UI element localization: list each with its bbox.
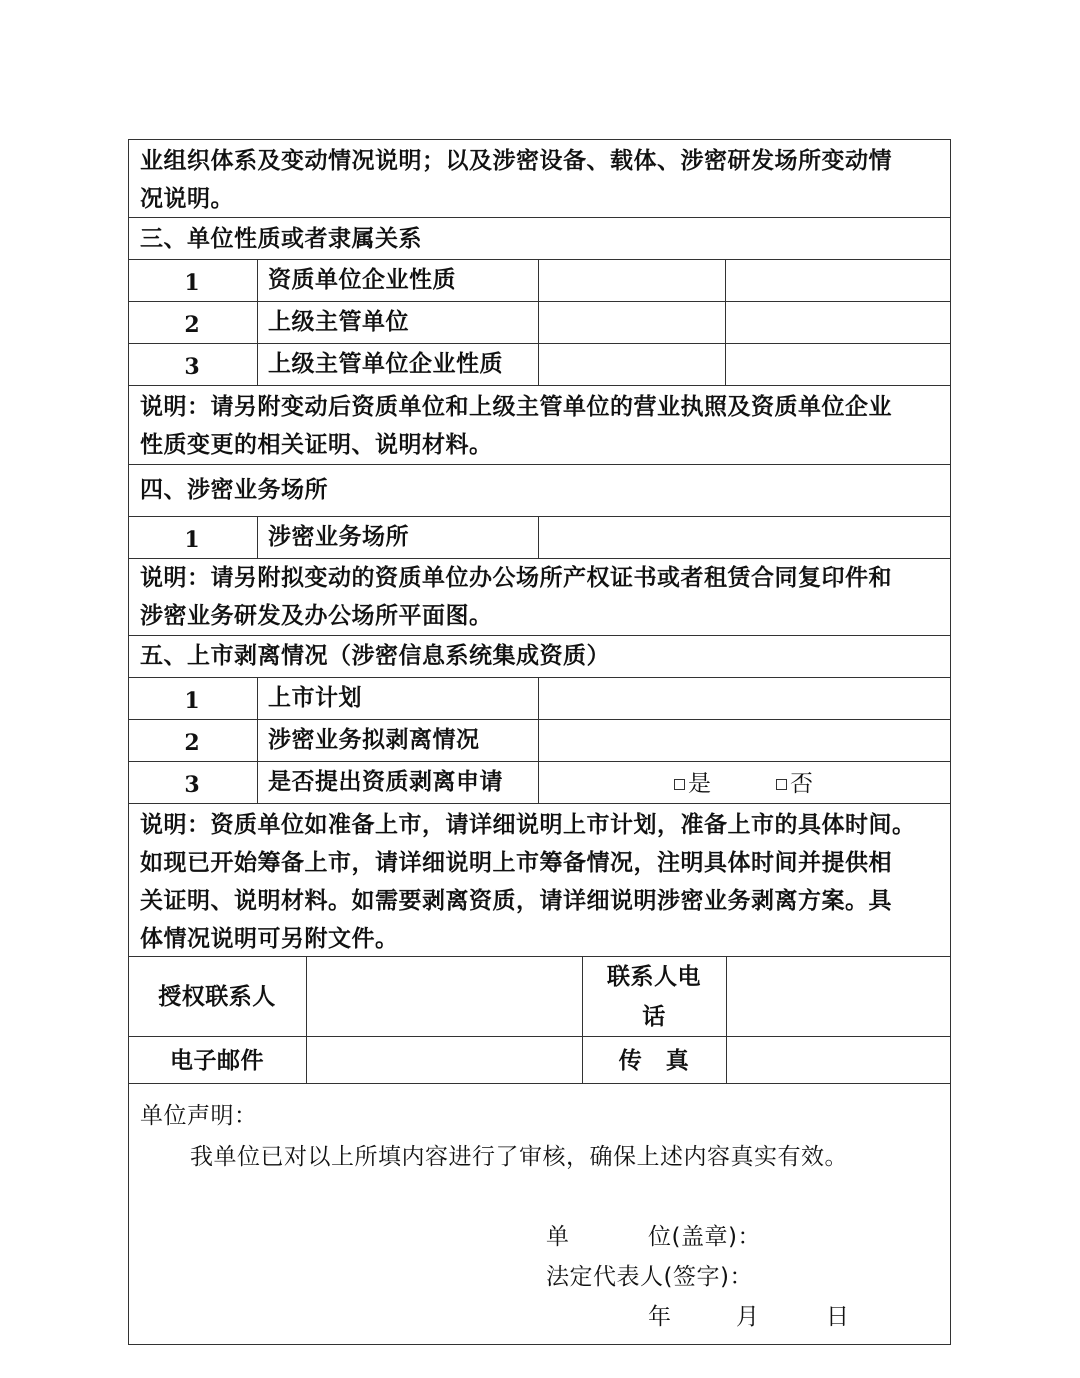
row-divider [128, 761, 951, 762]
authorized-contact-field[interactable] [308, 958, 580, 1034]
value-cell[interactable] [540, 304, 723, 342]
section-title: 三、单位性质或者隶属关系 [140, 226, 422, 252]
fax-label: 传 真 [618, 1048, 690, 1074]
value-cell[interactable] [540, 519, 949, 557]
value-cell[interactable] [540, 680, 949, 718]
row-number: 3 [184, 354, 200, 380]
section-title: 五、上市剥离情况（涉密信息系统集成资质） [140, 643, 610, 669]
phone-field[interactable] [728, 958, 949, 1034]
col-divider [306, 956, 307, 1083]
date-month: 月 [736, 1304, 760, 1330]
row-divider [128, 803, 951, 804]
row-divider [128, 1083, 951, 1084]
value-cell[interactable] [540, 346, 723, 384]
col-divider [538, 677, 539, 803]
row-label: 上级主管单位 [268, 309, 409, 335]
checkbox-icon[interactable] [674, 779, 685, 790]
note-line: 关证明、说明材料。如需要剥离资质，请详细说明涉密业务剥离方案。具 [140, 888, 892, 914]
section-title: 四、涉密业务场所 [140, 477, 328, 503]
note-line: 涉密业务研发及办公场所平面图。 [140, 603, 493, 629]
value-cell[interactable] [540, 262, 723, 300]
row-label: 涉密业务拟剥离情况 [268, 727, 480, 753]
authorized-contact-label: 授权联系人 [158, 984, 276, 1010]
checkbox-icon[interactable] [776, 779, 787, 790]
row-divider [128, 516, 951, 517]
row-label: 上级主管单位企业性质 [268, 351, 503, 377]
continuation-line: 业组织体系及变动情况说明；以及涉密设备、载体、涉密研发场所变动情 [140, 148, 892, 174]
row-label: 是否提出资质剥离申请 [268, 769, 503, 795]
row-number: 1 [184, 527, 200, 553]
row-label: 资质单位企业性质 [268, 267, 456, 293]
continuation-line: 况说明。 [140, 186, 234, 212]
row-divider [128, 677, 951, 678]
col-divider [538, 259, 539, 385]
fax-field[interactable] [728, 1038, 949, 1081]
email-field[interactable] [308, 1038, 580, 1081]
email-label: 电子邮件 [170, 1048, 264, 1074]
value-cell[interactable] [727, 304, 949, 342]
row-divider [128, 343, 951, 344]
row-divider [128, 385, 951, 386]
option-yes[interactable] [674, 765, 712, 803]
declaration-text: 我单位已对以上所填内容进行了审核，确保上述内容真实有效。 [190, 1144, 848, 1170]
row-number: 1 [184, 270, 200, 296]
note-line: 说明：请另附变动后资质单位和上级主管单位的营业执照及资质单位企业 [140, 394, 892, 420]
row-divider [128, 719, 951, 720]
row-divider [128, 217, 951, 218]
declaration-title: 单位声明： [140, 1103, 258, 1129]
option-yes-label: 是 [688, 771, 712, 797]
value-cell[interactable] [540, 722, 949, 760]
date-year: 年 [648, 1304, 672, 1330]
row-divider [128, 464, 951, 465]
unit-seal-label-b: 位(盖章)： [648, 1224, 761, 1250]
row-label: 涉密业务场所 [268, 524, 409, 550]
row-number: 1 [184, 688, 200, 714]
col-divider [725, 259, 726, 385]
row-number: 3 [184, 772, 200, 798]
row-number: 2 [184, 730, 200, 756]
row-divider [128, 259, 951, 260]
col-divider [257, 516, 258, 558]
row-divider [128, 301, 951, 302]
note-line: 性质变更的相关证明、说明材料。 [140, 432, 493, 458]
legal-rep-label: 法定代表人(签字)： [546, 1264, 753, 1290]
note-line: 说明：请另附拟变动的资质单位办公场所产权证书或者租赁合同复印件和 [140, 565, 892, 591]
col-divider [257, 259, 258, 385]
note-line: 如现已开始筹备上市，请详细说明上市筹备情况，注明具体时间并提供相 [140, 850, 892, 876]
col-divider [538, 516, 539, 558]
value-cell[interactable] [727, 262, 949, 300]
row-divider [128, 635, 951, 636]
option-no-label: 否 [790, 771, 814, 797]
row-label: 上市计划 [268, 685, 362, 711]
date-day: 日 [826, 1304, 850, 1330]
phone-label-line1: 联系人电 [607, 964, 701, 990]
note-line: 说明：资质单位如准备上市，请详细说明上市计划，准备上市的具体时间。 [140, 812, 916, 838]
note-line: 体情况说明可另附文件。 [140, 926, 399, 952]
unit-seal-label-a: 单 [546, 1224, 570, 1250]
row-divider [128, 1036, 951, 1037]
value-cell[interactable] [727, 346, 949, 384]
phone-label-line2: 话 [642, 1004, 666, 1030]
col-divider [257, 677, 258, 803]
option-no[interactable] [776, 765, 814, 803]
row-number: 2 [184, 312, 200, 338]
col-divider [726, 956, 727, 1083]
